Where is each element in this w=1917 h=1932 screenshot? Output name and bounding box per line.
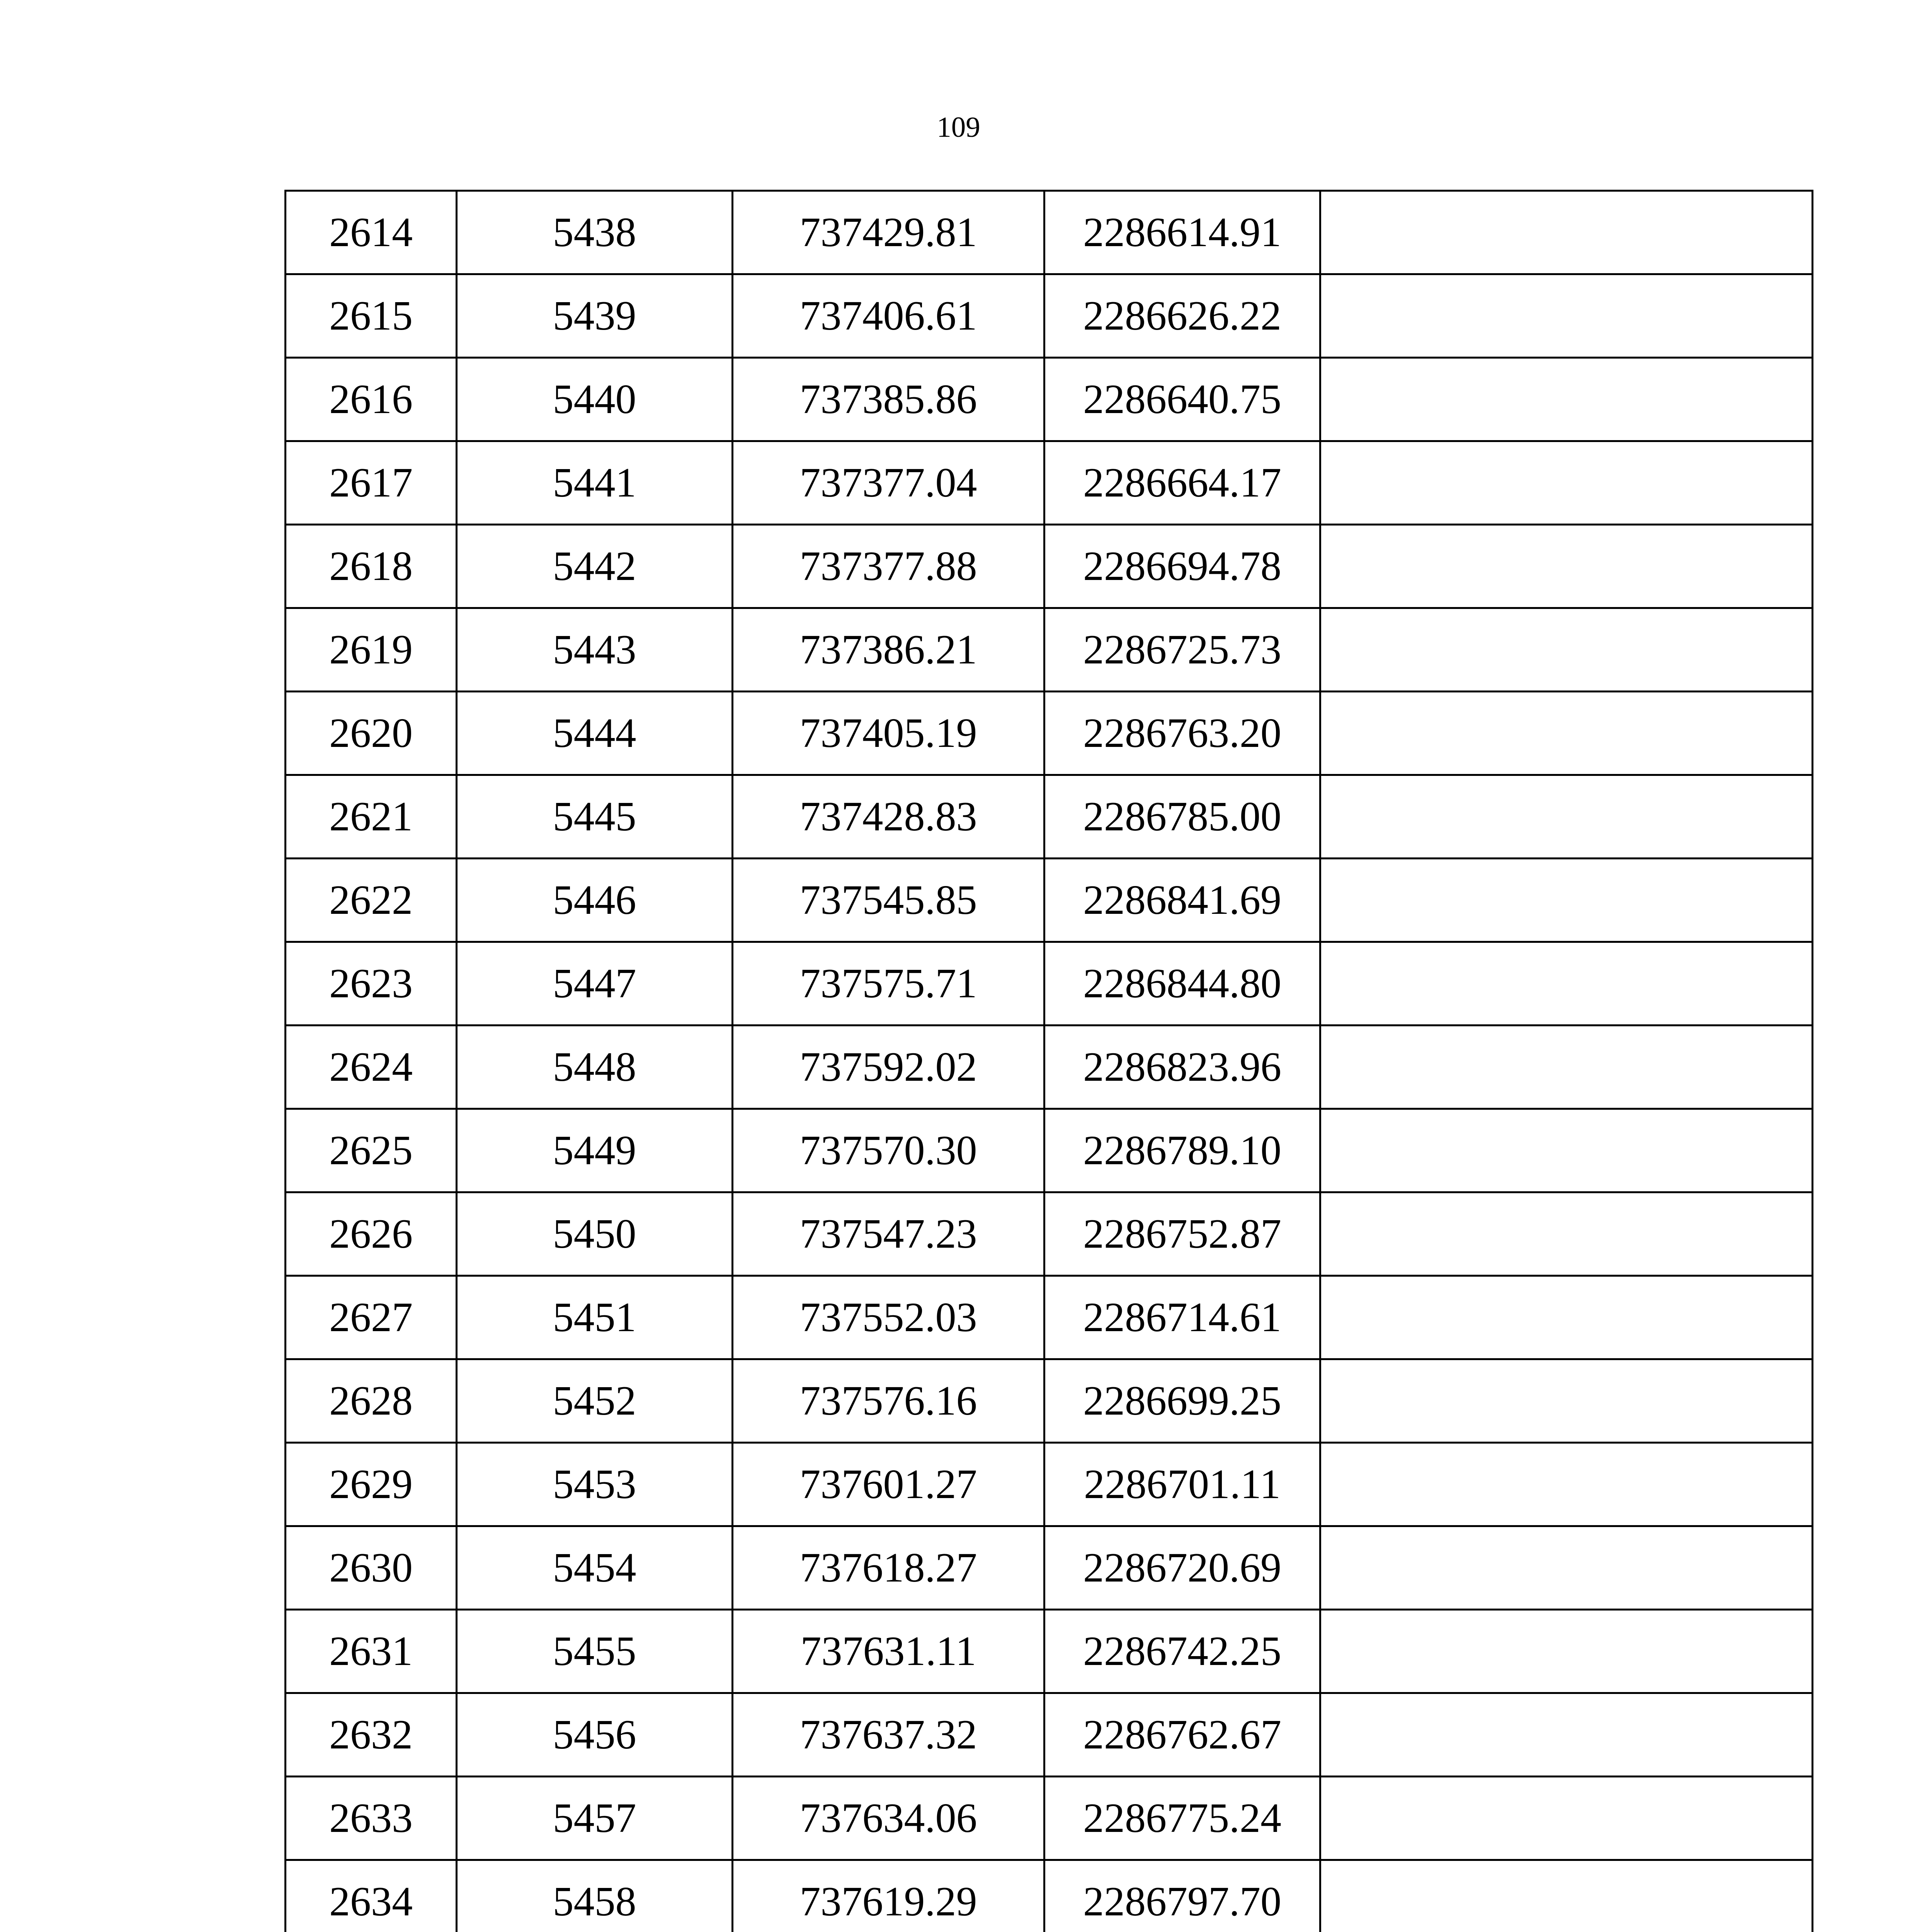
cell-y-coordinate: 2286720.69 xyxy=(1044,1526,1320,1610)
cell-point-number: 5450 xyxy=(457,1192,733,1276)
cell-point-number: 5457 xyxy=(457,1777,733,1860)
cell-point-number: 5458 xyxy=(457,1860,733,1932)
cell-point-number: 5440 xyxy=(457,358,733,441)
cell-x-coordinate: 737405.19 xyxy=(733,692,1044,775)
cell-note xyxy=(1320,1443,1813,1526)
cell-x-coordinate: 737377.04 xyxy=(733,441,1044,525)
table-row xyxy=(286,191,1813,274)
table-row xyxy=(286,274,1813,358)
cell-point-number: 5441 xyxy=(457,441,733,525)
cell-note xyxy=(1320,1693,1813,1777)
cell-note xyxy=(1320,775,1813,859)
cell-note xyxy=(1320,1192,1813,1276)
cell-x-coordinate: 737637.32 xyxy=(733,1693,1044,1777)
cell-index: 2623 xyxy=(286,942,457,1026)
table-row xyxy=(286,1526,1813,1610)
cell-note xyxy=(1320,608,1813,692)
cell-note xyxy=(1320,1777,1813,1860)
cell-index: 2615 xyxy=(286,274,457,358)
cell-x-coordinate: 737618.27 xyxy=(733,1526,1044,1610)
cell-x-coordinate: 737386.21 xyxy=(733,608,1044,692)
cell-note xyxy=(1320,1526,1813,1610)
table-row xyxy=(286,942,1813,1026)
cell-x-coordinate: 737545.85 xyxy=(733,859,1044,942)
cell-y-coordinate: 2286725.73 xyxy=(1044,608,1320,692)
cell-x-coordinate: 737619.29 xyxy=(733,1860,1044,1932)
cell-x-coordinate: 737428.83 xyxy=(733,775,1044,859)
cell-note xyxy=(1320,1359,1813,1443)
table-row xyxy=(286,525,1813,608)
table-row xyxy=(286,775,1813,859)
table-row xyxy=(286,1276,1813,1359)
cell-index: 2625 xyxy=(286,1109,457,1192)
cell-y-coordinate: 2286823.96 xyxy=(1044,1026,1320,1109)
cell-y-coordinate: 2286640.75 xyxy=(1044,358,1320,441)
cell-note xyxy=(1320,274,1813,358)
table-row xyxy=(286,1192,1813,1276)
cell-index: 2614 xyxy=(286,191,457,274)
cell-y-coordinate: 2286844.80 xyxy=(1044,942,1320,1026)
table-row xyxy=(286,441,1813,525)
cell-note xyxy=(1320,1109,1813,1192)
cell-x-coordinate: 737429.81 xyxy=(733,191,1044,274)
cell-x-coordinate: 737570.30 xyxy=(733,1109,1044,1192)
cell-note xyxy=(1320,1610,1813,1693)
cell-index: 2616 xyxy=(286,358,457,441)
cell-x-coordinate: 737552.03 xyxy=(733,1276,1044,1359)
table-row xyxy=(286,692,1813,775)
table-row xyxy=(286,1109,1813,1192)
cell-y-coordinate: 2286626.22 xyxy=(1044,274,1320,358)
table-row xyxy=(286,1777,1813,1860)
cell-x-coordinate: 737592.02 xyxy=(733,1026,1044,1109)
cell-index: 2621 xyxy=(286,775,457,859)
cell-x-coordinate: 737377.88 xyxy=(733,525,1044,608)
table-row xyxy=(286,358,1813,441)
cell-y-coordinate: 2286763.20 xyxy=(1044,692,1320,775)
cell-x-coordinate: 737406.61 xyxy=(733,274,1044,358)
table-row xyxy=(286,1860,1813,1932)
cell-x-coordinate: 737576.16 xyxy=(733,1359,1044,1443)
cell-note xyxy=(1320,1860,1813,1932)
cell-y-coordinate: 2286797.70 xyxy=(1044,1860,1320,1932)
cell-note xyxy=(1320,692,1813,775)
cell-y-coordinate: 2286614.91 xyxy=(1044,191,1320,274)
cell-y-coordinate: 2286752.87 xyxy=(1044,1192,1320,1276)
cell-y-coordinate: 2286789.10 xyxy=(1044,1109,1320,1192)
cell-x-coordinate: 737634.06 xyxy=(733,1777,1044,1860)
cell-index: 2627 xyxy=(286,1276,457,1359)
table-row xyxy=(286,1359,1813,1443)
cell-note xyxy=(1320,1276,1813,1359)
cell-point-number: 5454 xyxy=(457,1526,733,1610)
cell-x-coordinate: 737575.71 xyxy=(733,942,1044,1026)
cell-note xyxy=(1320,942,1813,1026)
cell-index: 2622 xyxy=(286,859,457,942)
cell-index: 2620 xyxy=(286,692,457,775)
cell-y-coordinate: 2286775.24 xyxy=(1044,1777,1320,1860)
cell-y-coordinate: 2286714.61 xyxy=(1044,1276,1320,1359)
cell-note xyxy=(1320,525,1813,608)
cell-point-number: 5455 xyxy=(457,1610,733,1693)
cell-point-number: 5456 xyxy=(457,1693,733,1777)
cell-x-coordinate: 737601.27 xyxy=(733,1443,1044,1526)
cell-point-number: 5445 xyxy=(457,775,733,859)
cell-y-coordinate: 2286742.25 xyxy=(1044,1610,1320,1693)
cell-index: 2630 xyxy=(286,1526,457,1610)
cell-point-number: 5448 xyxy=(457,1026,733,1109)
cell-point-number: 5447 xyxy=(457,942,733,1026)
cell-index: 2618 xyxy=(286,525,457,608)
cell-index: 2624 xyxy=(286,1026,457,1109)
cell-index: 2631 xyxy=(286,1610,457,1693)
table-row xyxy=(286,1693,1813,1777)
cell-point-number: 5443 xyxy=(457,608,733,692)
table-row xyxy=(286,608,1813,692)
cell-note xyxy=(1320,1026,1813,1109)
page-number: 109 xyxy=(937,111,980,143)
coordinates-table xyxy=(284,190,1813,1932)
cell-index: 2617 xyxy=(286,441,457,525)
cell-y-coordinate: 2286785.00 xyxy=(1044,775,1320,859)
cell-note xyxy=(1320,358,1813,441)
table-row xyxy=(286,1610,1813,1693)
cell-y-coordinate: 2286699.25 xyxy=(1044,1359,1320,1443)
coordinates-table-body xyxy=(286,191,1813,1932)
cell-x-coordinate: 737631.11 xyxy=(733,1610,1044,1693)
cell-index: 2626 xyxy=(286,1192,457,1276)
table-row xyxy=(286,1443,1813,1526)
cell-x-coordinate: 737547.23 xyxy=(733,1192,1044,1276)
cell-index: 2633 xyxy=(286,1777,457,1860)
cell-point-number: 5449 xyxy=(457,1109,733,1192)
cell-index: 2629 xyxy=(286,1443,457,1526)
cell-index: 2632 xyxy=(286,1693,457,1777)
cell-point-number: 5444 xyxy=(457,692,733,775)
table-row xyxy=(286,1026,1813,1109)
cell-y-coordinate: 2286762.67 xyxy=(1044,1693,1320,1777)
cell-note xyxy=(1320,441,1813,525)
cell-note xyxy=(1320,859,1813,942)
cell-y-coordinate: 2286841.69 xyxy=(1044,859,1320,942)
cell-point-number: 5453 xyxy=(457,1443,733,1526)
cell-point-number: 5451 xyxy=(457,1276,733,1359)
cell-point-number: 5452 xyxy=(457,1359,733,1443)
cell-point-number: 5446 xyxy=(457,859,733,942)
cell-note xyxy=(1320,191,1813,274)
cell-x-coordinate: 737385.86 xyxy=(733,358,1044,441)
cell-y-coordinate: 2286664.17 xyxy=(1044,441,1320,525)
cell-point-number: 5439 xyxy=(457,274,733,358)
cell-point-number: 5442 xyxy=(457,525,733,608)
cell-index: 2634 xyxy=(286,1860,457,1932)
cell-y-coordinate: 2286701.11 xyxy=(1044,1443,1320,1526)
cell-index: 2619 xyxy=(286,608,457,692)
cell-y-coordinate: 2286694.78 xyxy=(1044,525,1320,608)
table-row xyxy=(286,859,1813,942)
cell-index: 2628 xyxy=(286,1359,457,1443)
cell-point-number: 5438 xyxy=(457,191,733,274)
